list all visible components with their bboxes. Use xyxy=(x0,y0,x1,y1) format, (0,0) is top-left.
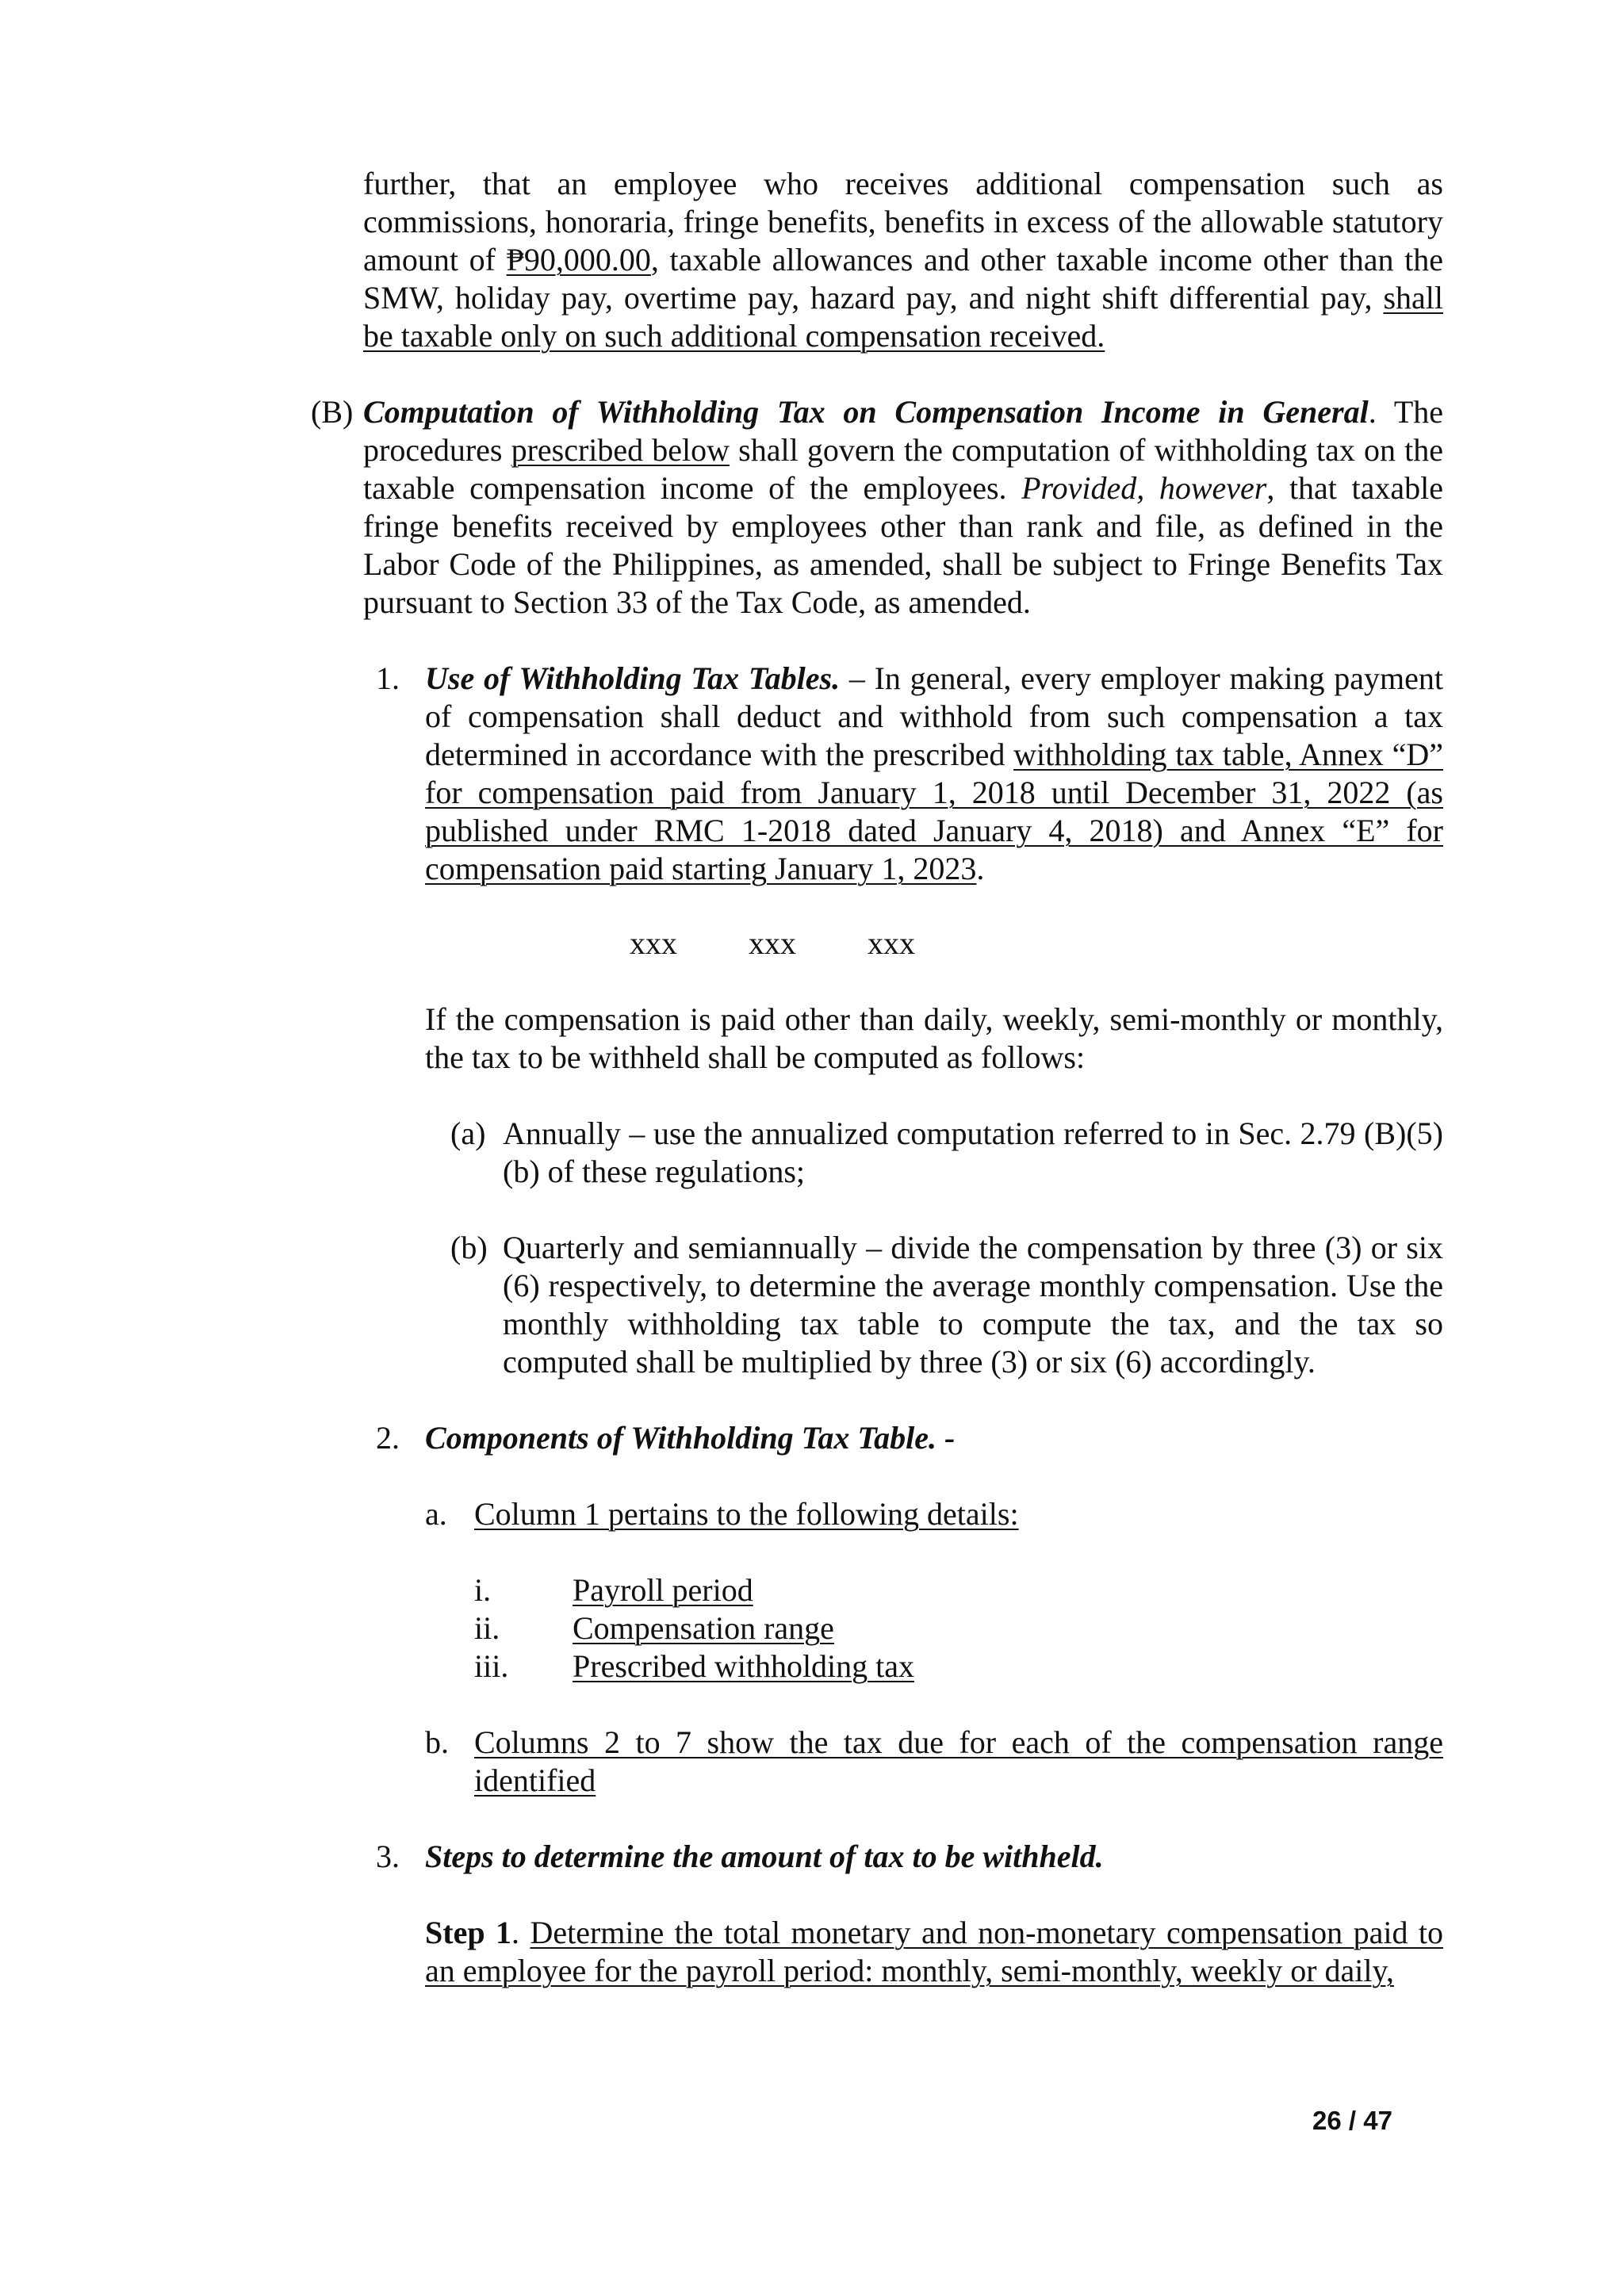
annex-reference: withholding tax table, Annex “D” for compensation paid from January 1, 2018 until December 31, 2022 (as published under RMC 1-2018 dated January 4, 2018) and Annex “E” for compensation paid starting January 1, 2023 xyxy=(425,737,1443,886)
taxable-clause: shall be taxable only on such additional compensation received. xyxy=(363,280,1443,354)
item-2a-text: Column 1 pertains to the following details: xyxy=(474,1496,1019,1532)
sub-a-text: Annually – use the annualized computation referred to in Sec. 2.79 (B)(5)(b) of these regulations; xyxy=(503,1115,1443,1189)
paragraph-other-periods: If the compensation is paid other than daily, weekly, semi-monthly or monthly, the tax to be withheld shall be computed as follows: xyxy=(425,1001,1443,1075)
sub-b-text: Quarterly and semiannually – divide the compensation by three (3) or six (6) respectively, to determine the average monthly compensation. Use the monthly withholding tax table to compute the tax, and the tax so computed shall be multiplied by three (3) or six (6) accordingly. xyxy=(503,1230,1443,1380)
item-3-number: 3. xyxy=(376,1839,400,1874)
item-3-heading: Steps to determine the amount of tax to be withheld. xyxy=(425,1839,1104,1874)
step-1-label: Step 1 xyxy=(425,1915,511,1950)
item-2a-label: a. xyxy=(425,1496,447,1532)
paragraph-continuation: further, that an employee who receives additional compensation such as commissions, honoraria, fringe benefits, benefits in excess of the allowable statutory amount of ₱90,000.00, taxable allowances and other taxable income other than the SMW, holiday pay, overtime pay, hazard pay, and night shift differential pay, shall be taxable only on such additional compensation received. xyxy=(363,166,1443,354)
section-b-paragraph: Computation of Withholding Tax on Compensation Income in General. The procedures prescribed below shall govern the computation of withholding tax on the taxable compensation income of the employees. Provided, however, that taxable fringe benefits received by employees other than rank and file, as defined in the Labor Code of the Philippines, as amended, shall be subject to Fringe Benefits Tax pursuant to Section 33 of the Tax Code, as amended. xyxy=(363,394,1444,620)
item-1-number: 1. xyxy=(376,660,400,696)
section-b-heading: Computation of Withholding Tax on Compensation Income in General xyxy=(363,394,1369,430)
item-1-heading: Use of Withholding Tax Tables. xyxy=(425,660,841,696)
sub-b-label: (b) xyxy=(450,1230,488,1265)
item-2b-text: Columns 2 to 7 show the tax due for each of the compensation range identified xyxy=(474,1724,1443,1798)
page-number: 26 / 47 xyxy=(1312,2106,1392,2135)
sub-a-label: (a) xyxy=(450,1115,486,1151)
item-2-heading: Components of Withholding Tax Table. - xyxy=(425,1420,956,1456)
section-b-label: (B) xyxy=(311,394,354,430)
item-2-number: 2. xyxy=(376,1420,400,1456)
item-2b-label: b. xyxy=(425,1724,449,1760)
statutory-amount: ₱90,000.00 xyxy=(506,242,651,277)
item-1-paragraph: Use of Withholding Tax Tables. – In general, every employer making payment of compensation shall deduct and withhold from such compensation a tax determined in accordance with the prescribed withholding tax table, Annex “D” for compensation paid from January 1, 2018 until December 31, 2022 (as published under RMC 1-2018 dated January 4, 2018) and Annex “E” for compensation paid starting January 1, 2023. xyxy=(425,660,1443,886)
document-page: further, that an employee who receives additional compensation such as commissions, honoraria, fringe benefits, benefits in excess of the allowable statutory amount of ₱90,000.00, taxable allowances and other taxable income other than the SMW, holiday pay, overtime pay, hazard pay, and night shift differential pay, shall be taxable only on such additional compensation received. (B) Computation of Withholding Tax on Compensation Income in General. The procedures prescribed below shall govern the computation of withholding tax on the taxable compensation income of the employees. Provided, however, that taxable fringe benefits received by employees other than rank and file, as defined in the Labor Code of the Philippines, as amended, shall be subject to Fringe Benefits Tax pursuant to Section 33 of the Tax Code, as amended. 1. Use of Withholding Tax Tables. – In general, every employer making payment of compensation shall deduct and withhold from such compensation a tax determined in accordance with the prescribed withholding tax table, Annex “D” for compensation paid from January 1, 2018 until December 31, 2022 (as published under RMC 1-2018 dated January 4, 2018) and Annex “E” for compensation paid starting January 1, 2023. xxx xxx xxx If the compensation is paid other than daily, weekly, semi-monthly or monthly, the tax to be withheld shall be computed as follows: (a) Annually – use the annualized computation referred to in Sec. 2.79 (B)(5)(b) of these regulations; (b) Quarterly and semiannually – divide the compensation by three (3) or six (6) respectively, to determine the average monthly compensation. Use the monthly withholding tax table to compute the tax, and the tax so computed shall be multiplied by three (3) or six (6) accordingly. 2. Components of Withholding Tax Table. - a. Column 1 pertains to the following details: i. Payroll period ii. Compensation range iii. Prescribed withholding tax b. Columns 2 to 7 show the tax due for each of the compensation range identified 3. Steps to determine the amount of tax to be withheld. Step 1. Determine the total monetary and non-monetary compensation paid to an employee for the payroll period: monthly, semi-monthly, weekly or daily, 26 / 47 xyxy=(311,166,1444,2135)
step-1-paragraph: Step 1. Determine the total monetary and non-monetary compensation paid to an employee for the payroll period: monthly, semi-monthly, weekly or daily, xyxy=(425,1915,1443,1988)
omission-marker: xxx xxx xxx xyxy=(630,925,915,961)
